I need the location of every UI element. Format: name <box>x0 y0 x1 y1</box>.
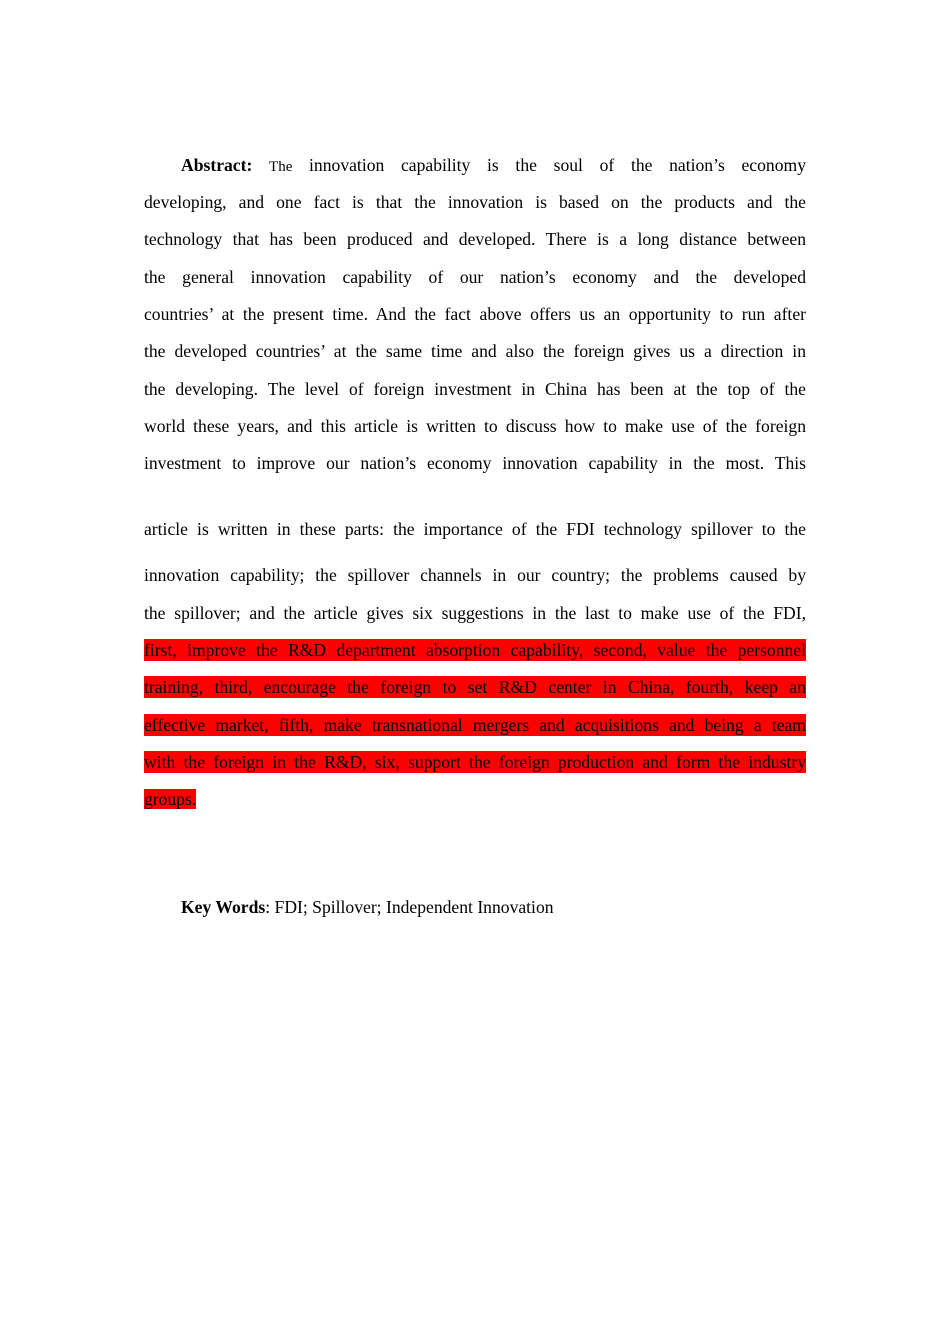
highlighted-line-1: first, improve the R&D department absorption capability, second, value the personnel <box>144 640 806 660</box>
abstract-line-3: technology that has been produced and developed. There is a long distance between <box>144 229 806 249</box>
abstract-label: Abstract: <box>181 155 253 175</box>
abstract-line-6: the developed countries’ at the same time and also the foreign gives us a direction in <box>144 341 806 361</box>
abstract-line-7: the developing. The level of foreign investment in China has been at the top of the <box>144 379 806 399</box>
abstract-line-9: investment to improve our nation’s economy innovation capability in the most. This <box>144 453 806 473</box>
keywords-value: FDI; Spillover; Independent Innovation <box>274 897 554 917</box>
abstract-line-8: world these years, and this article is written to discuss how to make use of the foreign <box>144 416 806 436</box>
keywords-line <box>181 896 554 918</box>
highlighted-line-3: effective market, fifth, make transnational mergers and acquisitions and being a team <box>144 715 806 735</box>
keywords-label: Key Words <box>181 897 266 917</box>
abstract-line-5: countries’ at the present time. And the fact above offers us an opportunity to run after <box>144 304 806 324</box>
highlighted-line-4: with the foreign in the R&D, six, support the foreign production and form the industry <box>144 752 806 772</box>
abstract-line-10: article is written in these parts: the importance of the FDI technology spillover to the <box>144 519 806 539</box>
abstract-line-11: innovation capability; the spillover channels in our country; the problems caused by <box>144 565 806 585</box>
highlighted-line-5 <box>144 788 196 810</box>
abstract-line-12: the spillover; and the article gives six suggestions in the last to make use of the FDI, <box>144 603 806 623</box>
abstract-line-1 <box>181 154 806 178</box>
highlighted-line-5-text: groups. <box>144 789 197 809</box>
keywords-separator: : <box>265 897 275 917</box>
highlighted-line-2: training, third, encourage the foreign to set R&D center in China, fourth, keep an <box>144 677 806 697</box>
abstract-lead-word: The <box>269 159 293 175</box>
abstract-text: innovation capability is the soul of the nation’s economy <box>309 155 806 175</box>
abstract-line-2: developing, and one fact is that the innovation is based on the products and the <box>144 192 806 212</box>
abstract-line-4: the general innovation capability of our nation’s economy and the developed <box>144 267 806 287</box>
